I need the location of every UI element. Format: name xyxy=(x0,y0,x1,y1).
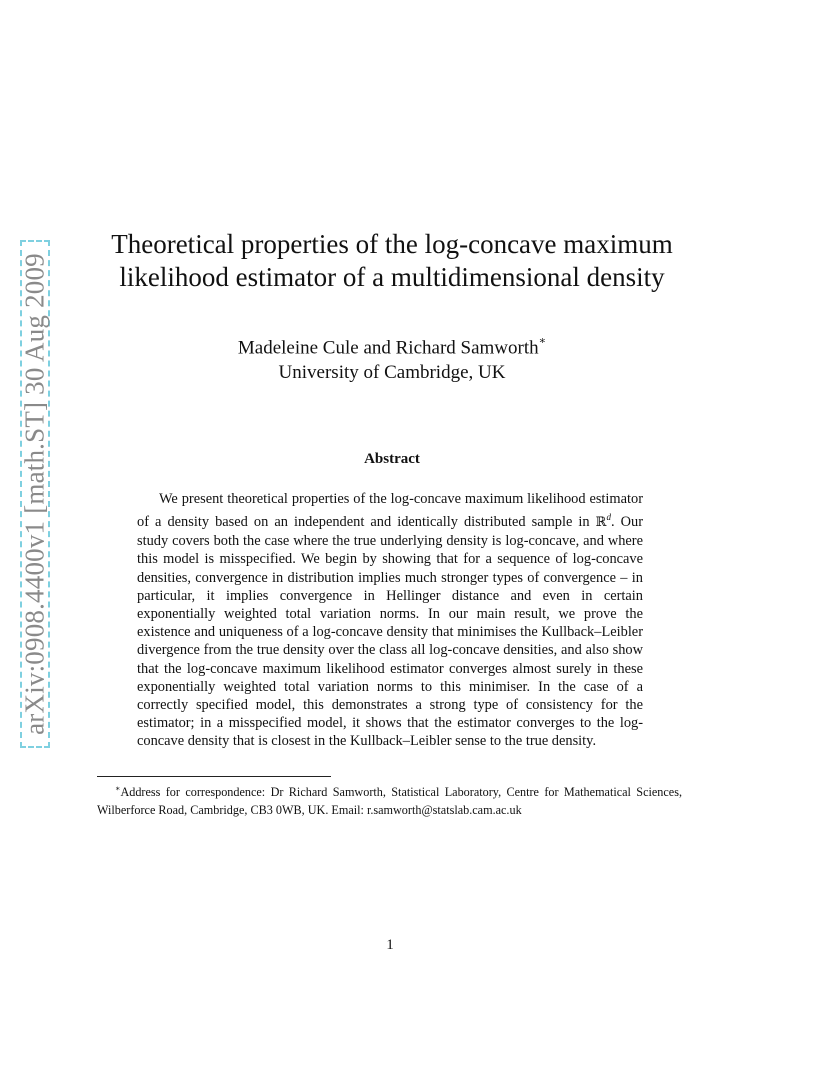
arxiv-identifier: arXiv:0908.4400v1 [math.ST] 30 Aug 2009 xyxy=(19,253,50,735)
abstract-body xyxy=(137,490,643,751)
author-footnote-marker: ∗ xyxy=(538,335,547,347)
author-names xyxy=(92,331,692,360)
abstract-math-superscript: d xyxy=(606,512,611,523)
footnote-rule xyxy=(97,776,331,777)
abstract-math-symbol: ℝ xyxy=(595,515,607,530)
page-number: 1 xyxy=(386,937,394,953)
footnote-marker: ∗ xyxy=(115,784,121,793)
footnote xyxy=(97,780,682,819)
footnote-text: Address for correspondence: Dr Richard Samworth, Statistical Laboratory, Centre for Mathematical Sciences, Wilberforce Road, Cambridge, CB3 0WB, UK. Email: r.samworth@statslab.cam.ac.uk xyxy=(97,785,682,817)
affiliation: University of Cambridge, UK xyxy=(278,362,506,384)
abstract-text-part-2: . Our study covers both the case where the true underlying density is log-concave, and where this model is misspecified. We begin by showing that for a sequence of log-concave densities, convergence in distribution implies much stronger types of convergence – in particular, it implies convergence in Hellinger distance and even in certain exponentially weighted total variation norms. In our main result, we prove the existence and uniqueness of a log-concave density that minimises the Kullback–Leibler divergence from the true density over the class all log-concave densities, and also show that the log-concave maximum likelihood estimator converges almost surely in these exponentially weighted total variation norms to this minimiser. In the case of a correctly specified model, this demonstrates a strong type of consistency for the estimator; in a misspecified model, it shows that the estimator converges to the log-concave density that is closest in the Kullback–Leibler sense to the true density. xyxy=(137,514,643,750)
paper-title xyxy=(92,228,692,294)
author-names-text: Madeleine Cule and Richard Samworth xyxy=(237,337,539,359)
title-line-1: Theoretical properties of the log-concave maximum xyxy=(111,229,673,259)
abstract-text-part-1: We present theoretical properties of the log-concave maximum likelihood estimator of a density based on an independent and identically distributed sample in xyxy=(137,491,643,530)
author-block xyxy=(92,331,692,385)
title-line-2: likelihood estimator of a multidimensional density xyxy=(119,262,665,292)
abstract-heading: Abstract xyxy=(364,451,420,467)
arxiv-stamp xyxy=(20,240,50,748)
